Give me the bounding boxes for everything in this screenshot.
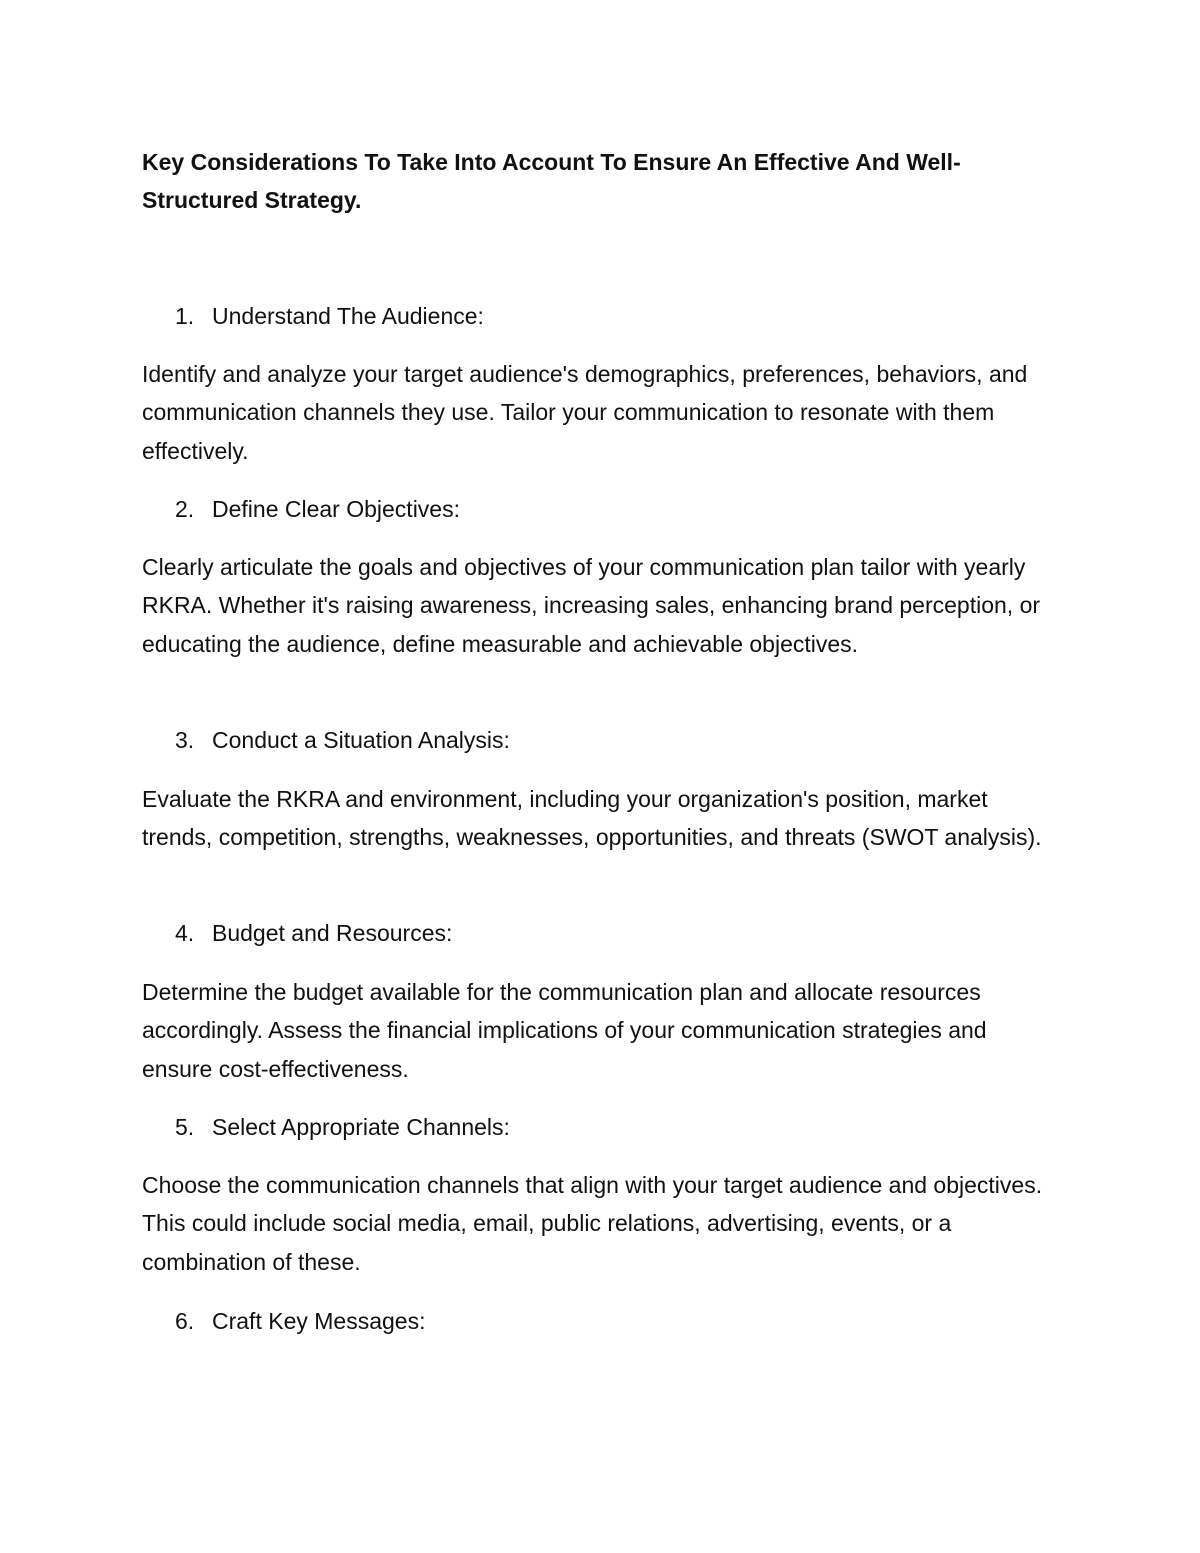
section-heading-3 [175,721,510,759]
section-heading-text: Select Appropriate Channels: [212,1114,510,1140]
section-body-3: Evaluate the RKRA and environment, including your organization's position, market trends, competition, strengths, weaknesses, opportunities, and threats (SWOT analysis). [142,786,1042,851]
section-number: 1. [175,303,195,329]
section-heading-text: Craft Key Messages: [212,1308,426,1334]
section-heading-text: Budget and Resources: [212,920,453,946]
document-title: Key Considerations To Take Into Account To Ensure An Effective And Well-Structured Strategy. [142,149,961,213]
section-number: 6. [175,1308,195,1334]
section-body-5: Choose the communication channels that align with your target audience and objectives. This could include social media, email, public relations, advertising, events, or a combination of these. [142,1172,1043,1275]
section-heading-5 [175,1108,510,1146]
section-number: 2. [175,496,195,522]
section-number: 3. [175,727,195,753]
section-heading-4 [175,914,452,952]
section-body-2: Clearly articulate the goals and objectives of your communication plan tailor with yearly RKRA. Whether it's raising awareness, increasing sales, enhancing brand perception, or educating the audience, define measurable and achievable objectives. [142,554,1041,657]
section-heading-text: Conduct a Situation Analysis: [212,727,510,753]
section-body-1: Identify and analyze your target audience's demographics, preferences, behaviors, and communication channels they use. Tailor your communication to resonate with them effectively. [142,361,1028,464]
section-number: 5. [175,1114,195,1140]
section-body-4: Determine the budget available for the communication plan and allocate resources accordingly. Assess the financial implications of your communication strategies and ensure cost-effectiveness. [142,979,987,1082]
section-heading-2 [175,490,460,528]
section-heading-6 [175,1302,425,1340]
section-heading-text: Define Clear Objectives: [212,496,460,522]
section-heading-1 [175,297,484,335]
section-number: 4. [175,920,195,946]
section-heading-text: Understand The Audience: [212,303,484,329]
